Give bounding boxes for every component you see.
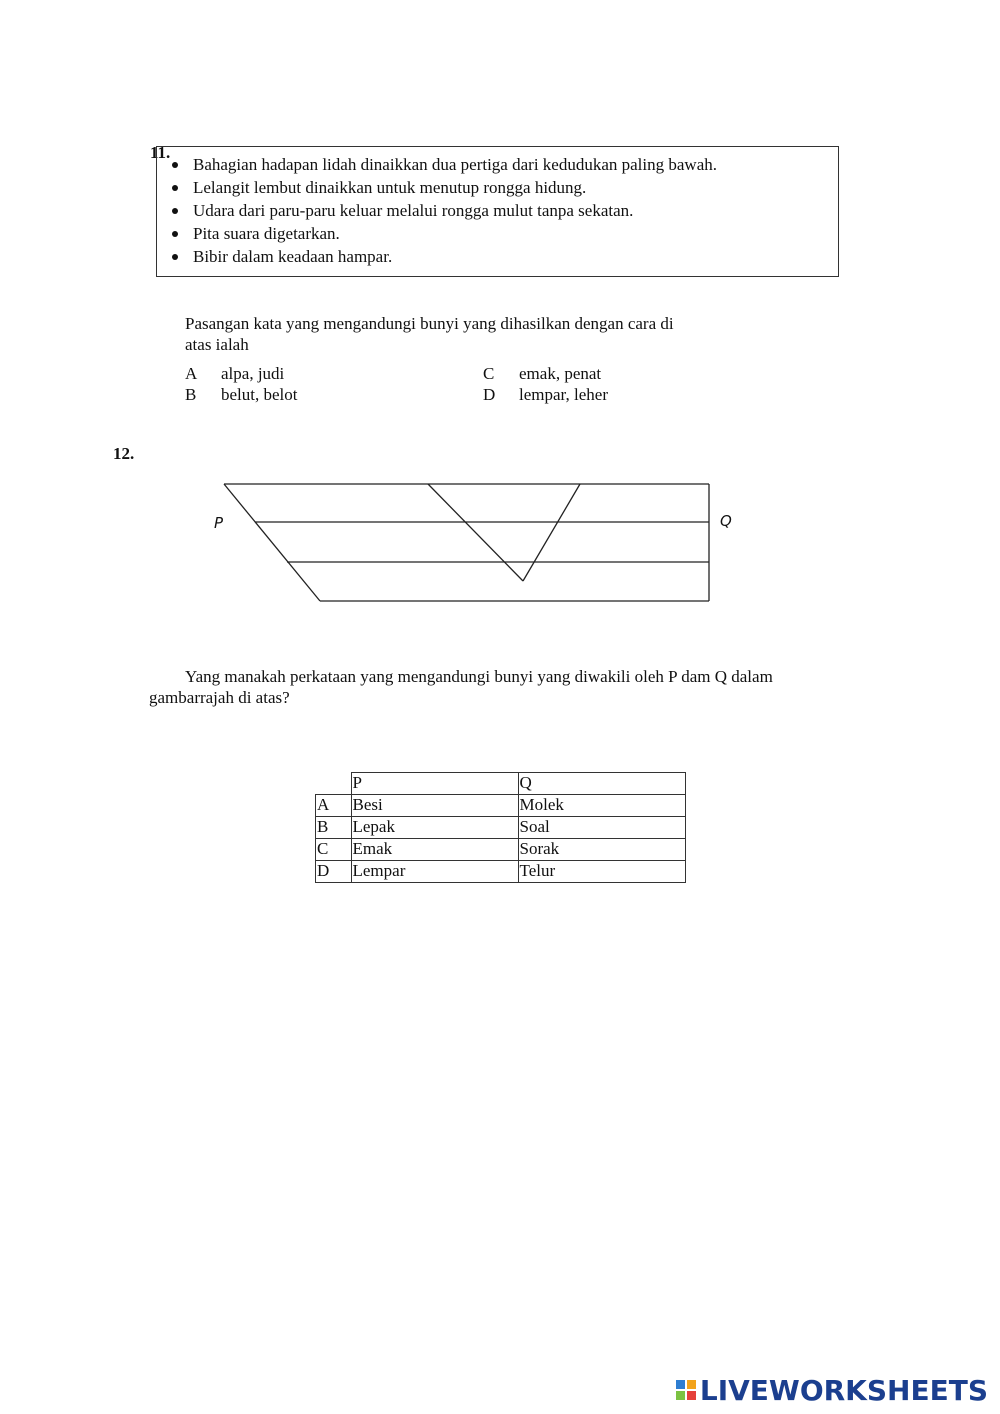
table-header-cell — [316, 773, 352, 795]
option-text: belut, belot — [221, 385, 298, 404]
table-cell: B — [316, 817, 352, 839]
table-cell: Lepak — [351, 817, 518, 839]
table-cell: Molek — [518, 795, 685, 817]
option-letter: D — [483, 385, 496, 404]
table-row[interactable] — [316, 861, 686, 883]
q11-option-a[interactable] — [185, 363, 284, 384]
table-header-row — [316, 773, 686, 795]
table-cell: C — [316, 839, 352, 861]
q12-question-line: gambarrajah di atas? — [149, 688, 290, 707]
option-letter: B — [185, 385, 197, 404]
q12-question-line: Yang manakah perkataan yang mengandungi bunyi yang diwakili oleh P dam Q dalam — [185, 667, 773, 686]
q12-question-text — [149, 666, 849, 708]
diagram-v-right — [523, 484, 580, 581]
diagram-label-p: P — [214, 514, 224, 532]
q11-bullet: Bibir dalam keadaan hampar. — [157, 245, 838, 268]
table-cell: Telur — [518, 861, 685, 883]
option-letter: C — [483, 364, 495, 383]
logo-mark-icon — [676, 1380, 696, 1400]
table-header-cell: P — [351, 773, 518, 795]
diagram-v-left — [428, 484, 523, 581]
table-cell: Emak — [351, 839, 518, 861]
q11-question-text — [185, 313, 674, 355]
option-letter: A — [185, 364, 198, 383]
option-text: emak, penat — [519, 364, 602, 383]
table-cell: Sorak — [518, 839, 685, 861]
table-cell: Lempar — [351, 861, 518, 883]
q11-option-b[interactable] — [185, 384, 297, 405]
table-row[interactable] — [316, 795, 686, 817]
q11-bullet: Bahagian hadapan lidah dinaikkan dua pertiga dari kedudukan paling bawah. — [157, 153, 838, 176]
logo-text: LIVEWORKSHEETS — [699, 1373, 988, 1407]
q11-bullet: Pita suara digetarkan. — [157, 222, 838, 245]
q11-question-line: Pasangan kata yang mengandungi bunyi yang dihasilkan dengan cara di — [185, 314, 674, 333]
liveworksheets-logo[interactable] — [676, 1373, 988, 1407]
vowel-chart-diagram — [200, 478, 760, 608]
option-text: lempar, leher — [519, 385, 608, 404]
q11-question-line: atas ialah — [185, 335, 249, 354]
table-cell: Soal — [518, 817, 685, 839]
q11-option-d[interactable] — [483, 384, 608, 405]
q12-answer-table — [315, 772, 686, 883]
table-row[interactable] — [316, 817, 686, 839]
table-cell: A — [316, 795, 352, 817]
q11-bullet-list — [157, 153, 838, 268]
q11-bullet: Lelangit lembut dinaikkan untuk menutup rongga hidung. — [157, 176, 838, 199]
diagram-label-q: Q — [720, 512, 732, 530]
table-cell: Besi — [351, 795, 518, 817]
q11-option-c[interactable] — [483, 363, 601, 384]
question-12-number: 12. — [113, 444, 135, 463]
option-text: alpa, judi — [221, 364, 285, 383]
table-row[interactable] — [316, 839, 686, 861]
table-cell: D — [316, 861, 352, 883]
table-header-cell: Q — [518, 773, 685, 795]
q11-bullet: Udara dari paru-paru keluar melalui rongga mulut tanpa sekatan. — [157, 199, 838, 222]
q11-description-box — [156, 146, 839, 277]
diagram-left-slant — [224, 484, 320, 601]
question-11-number: 11. — [150, 143, 171, 162]
